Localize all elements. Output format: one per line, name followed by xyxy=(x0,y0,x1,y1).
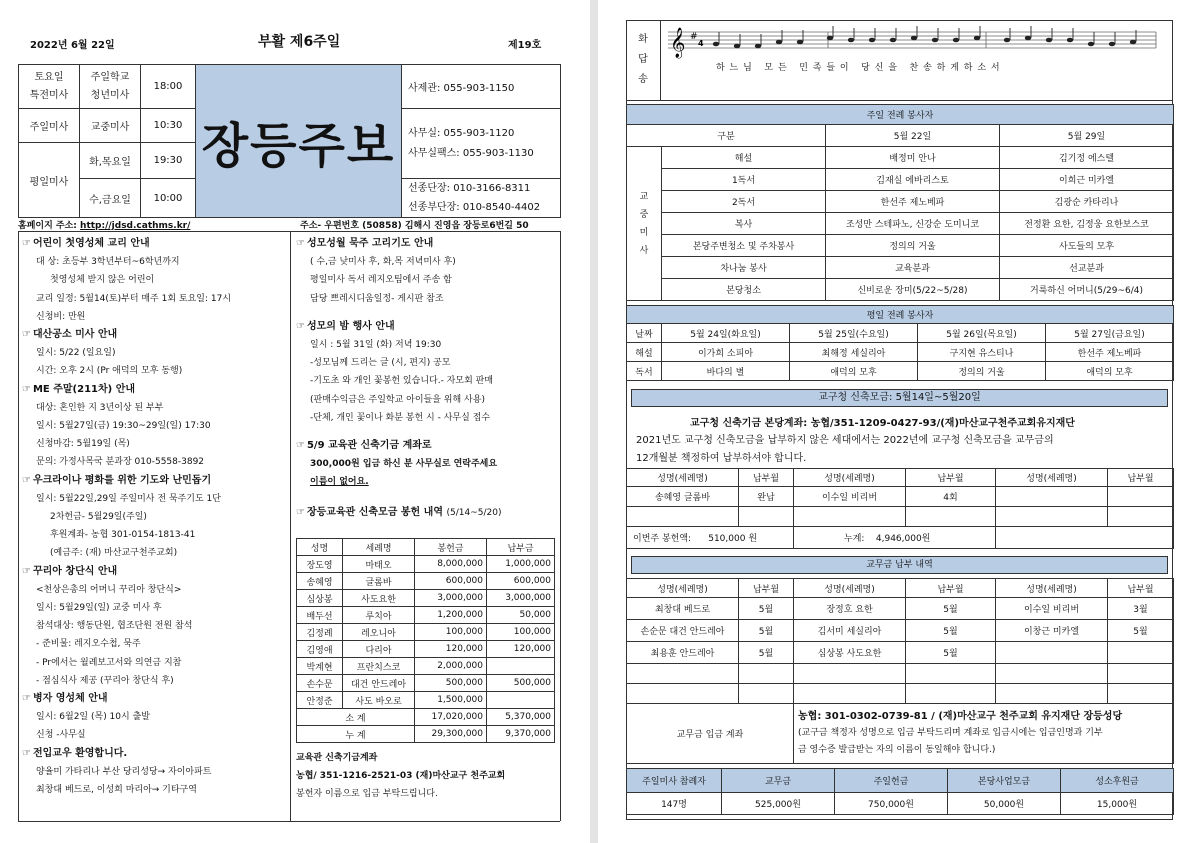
table-row xyxy=(627,324,1174,343)
notices-right-column xyxy=(296,235,501,522)
notice-title: ME 주말(211차) 안내 xyxy=(32,383,136,395)
column-header: 봉헌금 xyxy=(415,539,487,556)
table-cell: 정의의 거울 xyxy=(826,235,1000,257)
table-cell: 2,000,000 xyxy=(415,658,487,675)
weekday-liturgy-title: 평일 전례 봉사자 xyxy=(627,306,1174,324)
divider xyxy=(18,231,560,232)
pointing-hand-icon: ☞ xyxy=(22,474,31,486)
column-header: 납부월 xyxy=(906,469,996,487)
rosary-line: 담당 쁘레시디움일정- 게시판 참조 xyxy=(310,293,444,304)
main-mass-label: 교중미사 xyxy=(80,109,141,143)
table-cell: 심상봉 xyxy=(297,590,343,607)
table-cell: 5월 24일(화요일) xyxy=(662,324,790,343)
table-cell: 전정환 요한, 김정웅 요한보스코 xyxy=(1000,213,1174,235)
notice-title: 우크라이나 평화를 위한 기도와 난민돕기 xyxy=(32,474,212,486)
notice-heading xyxy=(22,563,231,581)
table-cell: 5월 xyxy=(739,620,794,642)
mary-night-line: 일시 : 5월 31일 (화) 저녁 19:30 xyxy=(310,340,442,351)
table-cell: 이희근 미카엘 xyxy=(1000,169,1174,191)
subtotal-row xyxy=(297,709,555,726)
tue-thu-label: 화,목요일 xyxy=(80,143,141,179)
table-cell xyxy=(1108,642,1174,664)
table-cell xyxy=(487,692,555,709)
notice-line: 시간: 오후 2시 (Pr 애덕의 모후 동행) xyxy=(36,366,183,377)
subtotal-label: 소 계 xyxy=(297,709,415,726)
table-cell: 5월 xyxy=(739,642,794,664)
table-cell: 프란치스코 xyxy=(343,658,415,675)
table-cell xyxy=(996,642,1108,664)
total-pledge: 29,300,000 xyxy=(415,726,487,743)
table-cell: 손수문 xyxy=(297,675,343,692)
account-title: 교육관 신축기금계좌 xyxy=(296,753,378,763)
table-row xyxy=(627,257,1174,279)
column-header: 5월 22일 xyxy=(826,125,1000,147)
table-cell: 1,000,000 xyxy=(487,556,555,573)
psalm-label: 화 답 송 xyxy=(626,20,661,100)
frame-left xyxy=(18,231,19,821)
column-divider xyxy=(290,231,291,821)
table-cell: 거룩하신 어머니(5/29~6/4) xyxy=(1000,279,1174,301)
column-header: 납부월 xyxy=(739,469,794,487)
table-row xyxy=(297,692,555,709)
table-cell: 마태오 xyxy=(343,556,415,573)
table-cell: 김재실 에바리스토 xyxy=(826,169,1000,191)
summary-value: 525,000원 xyxy=(722,793,835,815)
column-header: 주일미사 참례자 xyxy=(627,769,722,793)
row-label: 날짜 xyxy=(627,324,662,343)
table-cell: 3,000,000 xyxy=(487,590,555,607)
row-label: 해설 xyxy=(627,343,662,362)
diocese-fund-banner: 교구청 신축모금: 5월14일~5월20일 xyxy=(631,389,1168,407)
table-cell: 100,000 xyxy=(487,624,555,641)
notice-line: 신청마감: 5월19일 (목) xyxy=(36,439,130,450)
notice-line: 첫영성체 받지 않은 어린이 xyxy=(50,275,155,286)
rectory-phone: 사제관: 055-903-1150 xyxy=(402,65,561,109)
sunday-mass-time: 10:30 xyxy=(141,109,196,143)
dues-account-info: 농협: 301-0302-0739-81 / (재)마산교구 천주교회 유지재단 장등성당 (교구금 책정자 성명으로 입금 부탁드리며 계좌로 입금시에는 입금인명과 기부 금 영수증 발급받는 자의 이름이 동일해야 합니다.) xyxy=(794,704,1174,764)
table-cell: 이창근 미카엘 xyxy=(996,620,1108,642)
notice-line: 일시: 5월29일(일) 교중 미사 후 xyxy=(36,603,162,614)
column-header: 납부금 xyxy=(487,539,555,556)
table-row xyxy=(297,675,555,692)
table-row xyxy=(297,658,555,675)
table-cell: 심상봉 사도요한 xyxy=(794,642,906,664)
notice-line: 대상: 혼인한 지 3년이상 된 부부 xyxy=(36,402,164,413)
main-mass-side-label: 교 중 미 사 xyxy=(627,147,662,301)
table-cell: 교육분과 xyxy=(826,257,1000,279)
notice-line: 후원계좌- 농협 301-0154-1813-41 xyxy=(50,530,196,541)
notice-heading xyxy=(22,690,231,708)
table-cell xyxy=(1108,487,1174,507)
table-cell: 본당주변청소 및 주차봉사 xyxy=(662,235,826,257)
column-header: 세례명 xyxy=(343,539,415,556)
subtotal-pledge: 17,020,000 xyxy=(415,709,487,726)
table-cell: 박계현 xyxy=(297,658,343,675)
notice-line: 일시: 5/22 (일요일) xyxy=(36,348,116,359)
summary-value: 15,000원 xyxy=(1061,793,1174,815)
sunday-mass-label: 주일미사 xyxy=(19,109,80,143)
frame-bottom xyxy=(18,821,560,822)
column-header: 성명(세례명) xyxy=(627,469,739,487)
divider xyxy=(626,100,1173,101)
table-cell: 송혜영 글롬바 xyxy=(627,487,739,507)
notice-line: - 준비물: 레지오수첩, 묵주 xyxy=(36,639,141,650)
summary-value: 50,000원 xyxy=(948,793,1061,815)
total-label: 누 계 xyxy=(297,726,415,743)
column-header: 납부월 xyxy=(1108,469,1174,487)
table-cell: 이수일 비리버 xyxy=(996,598,1108,620)
homepage-line: 홈페이지 주소: http://jdsd.cathms.kr/ xyxy=(18,221,191,231)
table-cell: 4회 xyxy=(906,487,996,507)
table-row xyxy=(627,279,1174,301)
summary-value: 147명 xyxy=(627,793,722,815)
table-cell: 5월 xyxy=(906,598,996,620)
deposit-notice-title: 5/9 교육관 신축기금 계좌로 xyxy=(306,440,432,452)
table-cell: 최창대 베드로 xyxy=(627,598,739,620)
bulletin-page-2 xyxy=(598,0,1200,843)
issue-number: 제19호 xyxy=(508,40,542,51)
notices-left-column xyxy=(22,235,231,799)
table-cell: 이가희 소피아 xyxy=(662,343,790,362)
table-cell: 600,000 xyxy=(487,573,555,590)
table-cell: 최용훈 안드레아 xyxy=(627,642,739,664)
table-cell: 5월 xyxy=(1108,620,1174,642)
tue-thu-time: 19:30 xyxy=(141,143,196,179)
svg-text:#: # xyxy=(690,32,698,42)
notice-heading xyxy=(22,472,231,490)
notice-line: <천상은총의 어머니 꾸리아 창단식> xyxy=(36,584,182,595)
table-cell: 김서미 세실리아 xyxy=(794,620,906,642)
table-cell: 장도영 xyxy=(297,556,343,573)
column-header: 성명(세례명) xyxy=(794,579,906,598)
table-cell: 배정미 안나 xyxy=(826,147,1000,169)
rosary-line: ( 수,금 낮미사 후, 화,목 저녁미사 후) xyxy=(310,257,456,268)
table-row xyxy=(627,213,1174,235)
deposit-notice-line: 300,000원 입금 하신 분 사무실로 연락주세요 xyxy=(310,459,498,470)
legion-contacts: 선종단장: 010-3166-8311 선종부단장: 010-8540-4402 xyxy=(402,179,561,218)
pointing-hand-icon: ☞ xyxy=(296,238,305,249)
diocese-payment-table xyxy=(626,468,1174,549)
homepage-link[interactable]: http://jdsd.cathms.kr/ xyxy=(80,221,191,231)
notice-title: 병자 영성체 안내 xyxy=(32,693,108,705)
table-cell: 8,000,000 xyxy=(415,556,487,573)
education-fund-account xyxy=(296,749,505,804)
table-cell: 500,000 xyxy=(487,675,555,692)
total-row xyxy=(297,726,555,743)
notice-line: 최창대 베드로, 이성희 마리아→ 기타구역 xyxy=(36,785,197,796)
church-address: 주소- 우편번호 (50858) 김해시 진영읍 장등로6번길 50 xyxy=(300,221,529,231)
mass-schedule-table xyxy=(18,64,561,218)
table-row xyxy=(627,598,1174,620)
table-cell: 5월 xyxy=(739,598,794,620)
table-cell: 정의의 거울 xyxy=(918,362,1046,381)
column-header: 납부월 xyxy=(739,579,794,598)
notice-line: 양율미 가타리나 부산 당리성당→ 자이아파트 xyxy=(36,766,212,777)
notice-title: 꾸리아 창단식 안내 xyxy=(32,565,118,577)
table-cell: 선교분과 xyxy=(1000,257,1174,279)
notice-line: 대 상: 초등부 3학년부터~6학년까지 xyxy=(36,257,180,268)
table-row xyxy=(627,642,1174,664)
table-cell: 500,000 xyxy=(415,675,487,692)
table-cell: 1독서 xyxy=(662,169,826,191)
saturday-mass-label: 토요일 특전미사 xyxy=(19,65,80,109)
table-cell: 120,000 xyxy=(415,641,487,658)
account-number: 농협/ 351-1216-2521-03 (재)마산교구 천주교회 xyxy=(296,771,506,782)
table-cell: 글롬바 xyxy=(343,573,415,590)
mary-night-line: (판매수익금은 주일학교 아이들을 위해 사용) xyxy=(310,394,485,405)
svg-text:4: 4 xyxy=(698,39,704,48)
table-cell: 한선주 제노베파 xyxy=(1046,343,1174,362)
table-row xyxy=(297,573,555,590)
table-row xyxy=(297,624,555,641)
table-cell: 손순문 대건 안드레아 xyxy=(627,620,739,642)
table-cell: 차나눔 봉사 xyxy=(662,257,826,279)
table-cell: 애덕의 모후 xyxy=(1046,362,1174,381)
table-cell: 김기정 에스텔 xyxy=(1000,147,1174,169)
table-cell: 2독서 xyxy=(662,191,826,213)
wed-fri-label: 수,금요일 xyxy=(80,179,141,218)
pointing-hand-icon: ☞ xyxy=(22,747,31,759)
liturgical-title: 부활 제6주일 xyxy=(258,34,341,50)
table-cell: 5월 xyxy=(906,642,996,664)
column-header: 성명 xyxy=(297,539,343,556)
notice-line: 참석대상: 행동단원, 협조단원 전원 참석 xyxy=(36,621,193,632)
pointing-hand-icon: ☞ xyxy=(22,238,31,249)
weekday-liturgy-table xyxy=(626,305,1174,381)
mary-night-line: -단체, 개인 꽃이나 화분 봉헌 시 - 사무실 접수 xyxy=(310,412,491,423)
rosary-line: 평일미사 독서 레지오팀에서 주송 함 xyxy=(310,275,452,286)
notice-line: - Pr에서는 월례보고서와 의연금 지참 xyxy=(36,657,182,668)
weekday-mass-label: 평일미사 xyxy=(19,143,80,218)
table-row xyxy=(297,556,555,573)
pointing-hand-icon: ☞ xyxy=(296,320,305,332)
table-cell: 조성만 스테파노, 신강순 도미니코 xyxy=(826,213,1000,235)
column-header: 성명(세례명) xyxy=(794,469,906,487)
frame-right xyxy=(560,231,561,821)
table-row xyxy=(627,235,1174,257)
table-cell: 사도요한 xyxy=(343,590,415,607)
table-cell: 5월 27일(금요일) xyxy=(1046,324,1174,343)
table-row xyxy=(627,169,1174,191)
column-header: 납부월 xyxy=(906,579,996,598)
notice-heading xyxy=(22,326,231,344)
notice-line: 일시: 5월27일(금) 19:30~29일(일) 17:30 xyxy=(36,421,211,432)
table-cell: 루치아 xyxy=(343,607,415,624)
notice-line: 신청비: 만원 xyxy=(36,311,86,322)
column-header: 성명(세례명) xyxy=(627,579,739,598)
table-cell: 사도들의 모후 xyxy=(1000,235,1174,257)
offering-summary-table xyxy=(626,768,1174,815)
subtotal-paid: 5,370,000 xyxy=(487,709,555,726)
table-cell: 김영애 xyxy=(297,641,343,658)
dues-banner: 교무금 납부 내역 xyxy=(631,556,1168,574)
notice-line: 2차헌금- 5월29일(주일) xyxy=(50,512,147,523)
table-cell: 김광순 카타리나 xyxy=(1000,191,1174,213)
deposit-notice-line: 이름이 없어요. xyxy=(310,477,369,488)
column-header: 구분 xyxy=(627,125,826,147)
account-note: 봉헌자 이름으로 입금 부탁드립니다. xyxy=(296,789,438,800)
mary-night-line: -성모님께 드리는 글 (시, 편지) 공모 xyxy=(310,358,451,369)
notice-line: (예금주: (재) 마산교구천주교회) xyxy=(50,548,178,559)
pointing-hand-icon: ☞ xyxy=(296,506,305,518)
table-cell: 대건 안드레아 xyxy=(343,675,415,692)
saturday-mass-time: 18:00 xyxy=(141,65,196,109)
table-cell: 바다의 별 xyxy=(662,362,790,381)
diocese-fund-account: 교구청 신축기금 본당계좌: 농협/351-1209-0427-93/(재)마산교구천주교회유지재단 xyxy=(690,418,1075,429)
psalm-lyrics: 하 느 님 모 든 민 족 들 이 당 신 을 찬 송 하 게 하 소 서 xyxy=(716,63,1001,73)
donation-table xyxy=(296,538,555,743)
table-cell: 600,000 xyxy=(415,573,487,590)
table-cell xyxy=(487,658,555,675)
treble-clef-icon: 𝄞 xyxy=(670,28,686,58)
table-cell: 김정례 xyxy=(297,624,343,641)
pointing-hand-icon: ☞ xyxy=(22,383,31,395)
notice-line: 일시: 6월2일 (목) 10시 출발 xyxy=(36,712,150,723)
table-cell: 이수일 비리버 xyxy=(794,487,906,507)
notice-line: 신청 -사무실 xyxy=(36,730,86,741)
table-cell: 50,000 xyxy=(487,607,555,624)
column-header: 본당사업모금 xyxy=(948,769,1061,793)
table-cell: 완납 xyxy=(739,487,794,507)
cumulative-offering: 누계: 4,946,000원 xyxy=(794,527,996,549)
dues-account-label: 교무금 입금 계좌 xyxy=(627,704,794,764)
table-cell: 신비로운 장미(5/22~5/28) xyxy=(826,279,1000,301)
notice-line: 교리 일정: 5월14(토)부터 매주 1회 토요일: 17시 xyxy=(36,293,232,304)
table-cell: 레오니아 xyxy=(343,624,415,641)
column-header: 주일헌금 xyxy=(835,769,948,793)
table-cell: 5월 26일(목요일) xyxy=(918,324,1046,343)
table-row xyxy=(627,362,1174,381)
notice-heading xyxy=(22,745,231,763)
table-cell: 해설 xyxy=(662,147,826,169)
sunday-liturgy-table xyxy=(626,104,1174,301)
row-label: 독서 xyxy=(627,362,662,381)
column-header: 성명(세례명) xyxy=(996,469,1108,487)
table-row xyxy=(627,343,1174,362)
notice-heading xyxy=(22,381,231,399)
dues-table xyxy=(626,578,1174,764)
issue-date: 2022년 6월 22일 xyxy=(30,40,115,51)
notice-title: 전입교우 환영합니다. xyxy=(32,747,128,759)
table-cell: 한선주 제노베파 xyxy=(826,191,1000,213)
table-row xyxy=(297,641,555,658)
table-cell: 배두선 xyxy=(297,607,343,624)
table-row xyxy=(297,590,555,607)
notice-line: 문의: 가정사목국 분과장 010-5558-3892 xyxy=(36,457,205,468)
column-header: 납부월 xyxy=(1108,579,1174,598)
table-cell: 사도 바오로 xyxy=(343,692,415,709)
psalm-music-staff xyxy=(668,24,1158,60)
bulletin-logo: 장등주보 xyxy=(196,65,402,218)
notice-title: 대산공소 미사 안내 xyxy=(32,329,118,341)
notice-line: - 점심식사 제공 (꾸리아 창단식 후) xyxy=(36,675,174,686)
pointing-hand-icon: ☞ xyxy=(22,693,31,705)
office-contacts: 사무실: 055-903-1120 사무실팩스: 055-903-1130 xyxy=(402,109,561,179)
table-cell: 안정준 xyxy=(297,692,343,709)
total-paid: 9,370,000 xyxy=(487,726,555,743)
table-cell: 5월 xyxy=(906,620,996,642)
column-header: 성명(세례명) xyxy=(996,579,1108,598)
summary-value: 750,000원 xyxy=(835,793,948,815)
donation-title: 장등교육관 신축모금 봉헌 내역 xyxy=(306,506,443,518)
table-cell: 장정호 요한 xyxy=(794,598,906,620)
table-cell: 최해정 세실리아 xyxy=(790,343,918,362)
table-cell: 120,000 xyxy=(487,641,555,658)
diocese-fund-notice: 2021년도 교구청 신축모금을 납부하지 않은 세대에서는 2022년에 교구청 신축모금을 교무금의 12개월분 책정하여 납부하셔야 합니다. xyxy=(636,435,1054,464)
table-cell: 100,000 xyxy=(415,624,487,641)
pointing-hand-icon: ☞ xyxy=(22,565,31,577)
column-header: 성소후원금 xyxy=(1061,769,1174,793)
donation-period: (5/14~5/20) xyxy=(446,507,502,518)
mary-night-line: -기도초 와 개인 꽃봉헌 있습니다.- 자모회 판매 xyxy=(310,376,494,387)
table-cell: 1,500,000 xyxy=(415,692,487,709)
table-row xyxy=(627,191,1174,213)
table-cell xyxy=(996,487,1108,507)
mary-night-title: 성모의 밤 행사 안내 xyxy=(306,320,395,332)
notice-title: 어린이 첫영성체 교리 안내 xyxy=(32,238,150,249)
table-cell: 다리아 xyxy=(343,641,415,658)
wed-fri-time: 10:00 xyxy=(141,179,196,218)
pointing-hand-icon: ☞ xyxy=(296,440,305,452)
bulletin-page-1 xyxy=(0,0,590,843)
saturday-youth-mass: 주일학교 청년미사 xyxy=(80,65,141,109)
table-cell: 구지현 유스티나 xyxy=(918,343,1046,362)
table-cell: 송혜영 xyxy=(297,573,343,590)
table-cell: 1,200,000 xyxy=(415,607,487,624)
notice-line: 일시: 5월22일,29일 주일미사 전 묵주기도 1단 xyxy=(36,493,221,504)
pointing-hand-icon: ☞ xyxy=(22,329,31,341)
table-cell: 5월 25일(수요일) xyxy=(790,324,918,343)
table-cell: 3월 xyxy=(1108,598,1174,620)
table-row xyxy=(297,607,555,624)
table-cell: 본당청소 xyxy=(662,279,826,301)
table-cell: 복사 xyxy=(662,213,826,235)
column-header: 5월 29일 xyxy=(1000,125,1174,147)
table-row xyxy=(627,620,1174,642)
table-cell: 애덕의 모후 xyxy=(790,362,918,381)
weekly-offering: 이번주 봉헌액: 510,000 원 xyxy=(627,527,794,549)
table-cell: 3,000,000 xyxy=(415,590,487,607)
rosary-notice-title: 성모성월 묵주 고리기도 안내 xyxy=(306,238,434,249)
table-row xyxy=(627,147,1174,169)
column-header: 교무금 xyxy=(722,769,835,793)
sunday-liturgy-title: 주일 전례 봉사자 xyxy=(627,105,1174,125)
notice-heading xyxy=(22,235,231,253)
